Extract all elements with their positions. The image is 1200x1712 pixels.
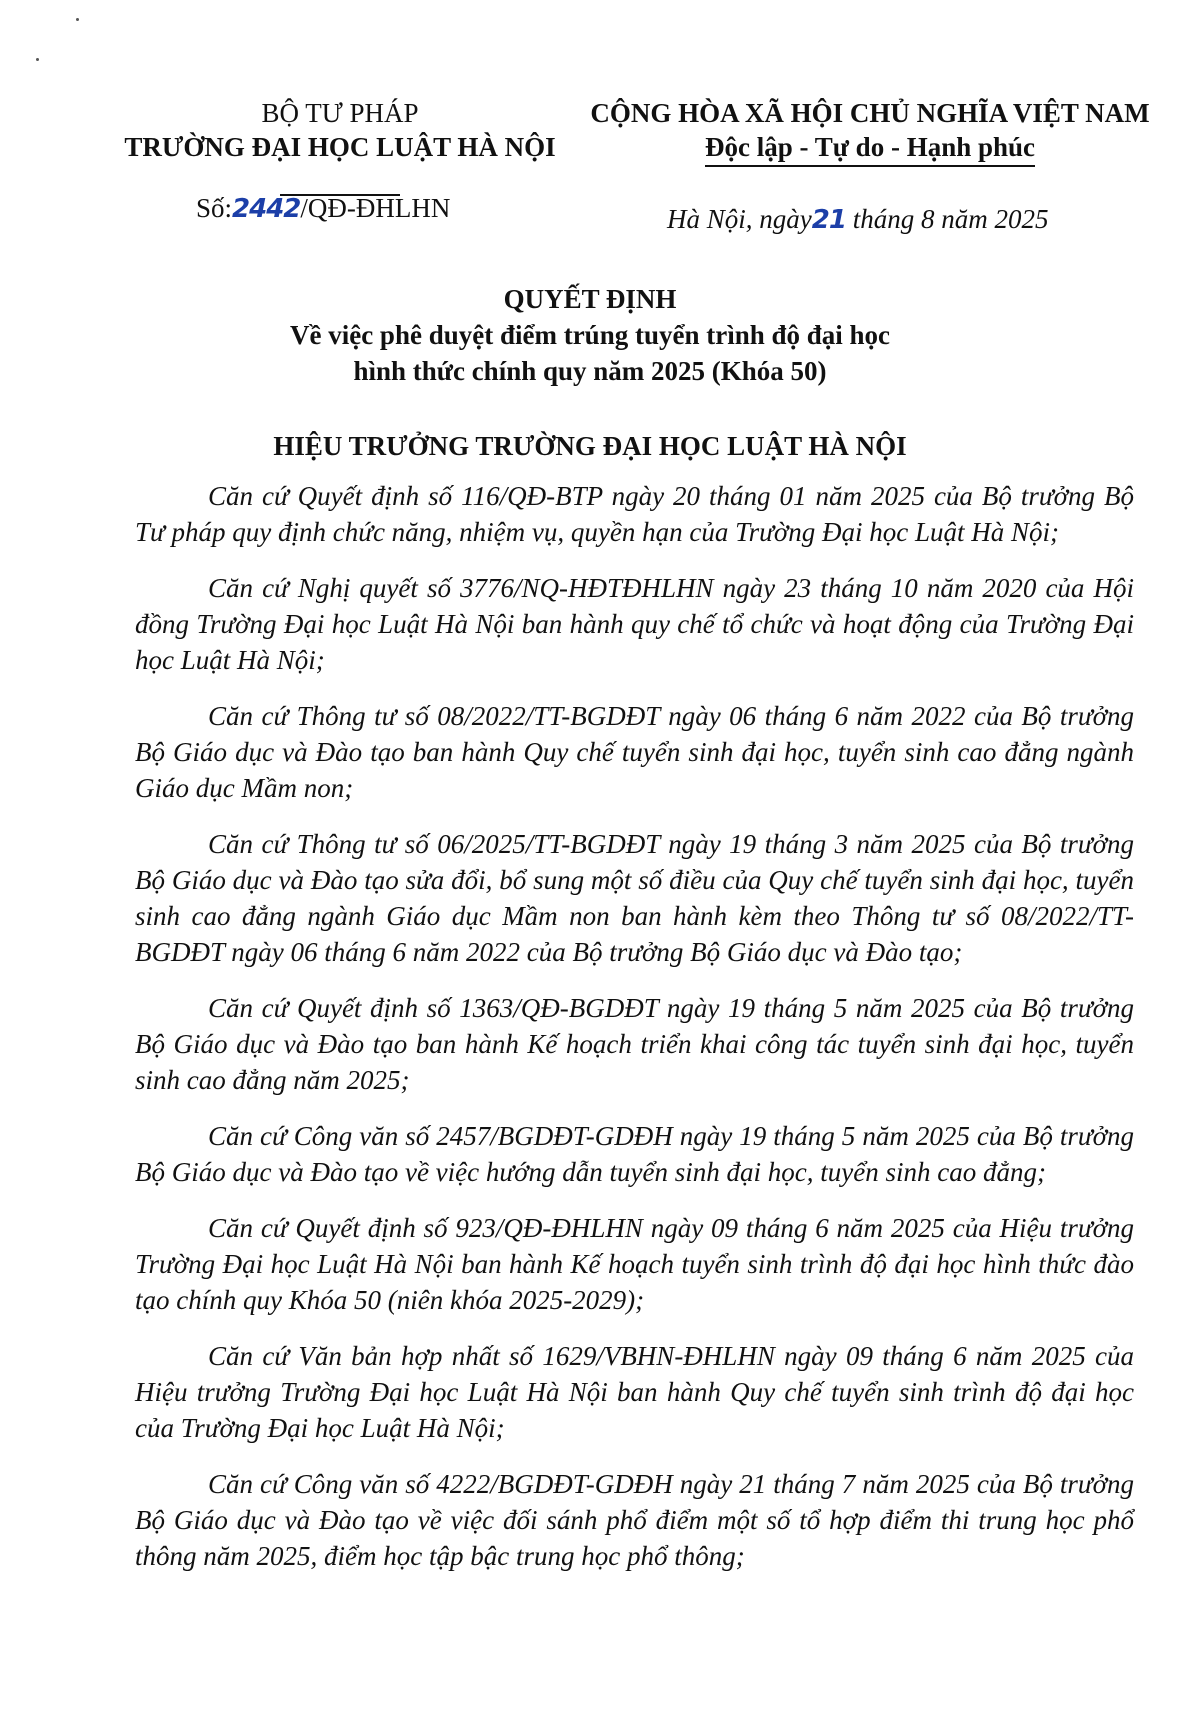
motto: Độc lập - Tự do - Hạnh phúc xyxy=(705,130,1035,167)
number-handwritten: 2442 xyxy=(232,194,301,224)
country-name: CỘNG HÒA XÃ HỘI CHỦ NGHĨA VIỆT NAM xyxy=(590,98,1150,128)
scan-speck xyxy=(36,58,39,61)
document-number xyxy=(196,191,450,226)
header-right xyxy=(580,96,1160,167)
basis-paragraph: Căn cứ Nghị quyết số 3776/NQ-HĐTĐHLHN ngày 23 tháng 10 năm 2020 của Hội đồng Trường Đại học Luật Hà Nội ban hành quy chế tổ chức và hoạt động của Trường Đại học Luật Hà Nội; xyxy=(135,573,1134,675)
basis-paragraph: Căn cứ Thông tư số 08/2022/TT-BGDĐT ngày 06 tháng 6 năm 2022 của Bộ trưởng Bộ Giáo dục và Đào tạo ban hành Quy chế tuyển sinh đại học, tuyển sinh cao đẳng ngành Giáo dục Mầm non; xyxy=(135,701,1134,803)
number-prefix: Số: xyxy=(196,193,233,223)
date-suffix: tháng 8 năm 2025 xyxy=(852,204,1049,234)
basis-paragraph: Căn cứ Công văn số 2457/BGDĐT-GDĐH ngày 19 tháng 5 năm 2025 của Bộ trưởng Bộ Giáo dục và Đào tạo về việc hướng dẫn tuyển sinh đại học, tuyển sinh cao đẳng; xyxy=(135,1121,1134,1187)
header-left xyxy=(100,96,580,204)
basis-paragraph: Căn cứ Văn bản hợp nhất số 1629/VBHN-ĐHLHN ngày 09 tháng 6 năm 2025 của Hiệu trưởng Trường Đại học Luật Hà Nội ban hành Quy chế tuyển sinh trình độ đại học của Trường Đại học Luật Hà Nội; xyxy=(135,1341,1134,1443)
basis-paragraph: Căn cứ Công văn số 4222/BGDĐT-GDĐH ngày 21 tháng 7 năm 2025 của Bộ trưởng Bộ Giáo dục và Đào tạo về việc đối sánh phổ điểm một số tổ hợp điểm thi trung học phổ thông năm 2025, điểm học tập bậc trung học phổ thông; xyxy=(135,1469,1134,1571)
document-date xyxy=(667,202,1048,237)
scan-speck xyxy=(76,18,79,21)
number-suffix: /QĐ-ĐHLHN xyxy=(300,193,451,223)
decision-subject-line1: Về việc phê duyệt điểm trúng tuyển trình độ đại học xyxy=(289,320,891,350)
date-day-handwritten: 21 xyxy=(811,205,846,235)
decision-heading xyxy=(150,281,1030,389)
university-name: TRƯỜNG ĐẠI HỌC LUẬT HÀ NỘI xyxy=(124,132,556,162)
legal-bases xyxy=(135,478,1134,1594)
decision-title: QUYẾT ĐỊNH xyxy=(503,284,677,314)
basis-paragraph: Căn cứ Quyết định số 1363/QĐ-BGDĐT ngày 19 tháng 5 năm 2025 của Bộ trưởng Bộ Giáo dục và Đào tạo ban hành Kế hoạch triển khai công tác tuyển sinh đại học, tuyển sinh cao đẳng năm 2025; xyxy=(135,993,1134,1095)
basis-paragraph: Căn cứ Quyết định số 923/QĐ-ĐHLHN ngày 09 tháng 6 năm 2025 của Hiệu trưởng Trường Đại học Luật Hà Nội ban hành Kế hoạch tuyển sinh trình độ đại học hình thức đào tạo chính quy Khóa 50 (niên khóa 2025-2029); xyxy=(135,1213,1134,1315)
ministry-name: BỘ TƯ PHÁP xyxy=(261,98,419,128)
authority-heading: HIỆU TRƯỞNG TRƯỜNG ĐẠI HỌC LUẬT HÀ NỘI xyxy=(273,431,907,461)
date-prefix: Hà Nội, ngày xyxy=(667,204,812,234)
basis-paragraph: Căn cứ Quyết định số 116/QĐ-BTP ngày 20 tháng 01 năm 2025 của Bộ trưởng Bộ Tư pháp quy định chức năng, nhiệm vụ, quyền hạn của Trường Đại học Luật Hà Nội; xyxy=(135,481,1134,547)
basis-paragraph: Căn cứ Thông tư số 06/2025/TT-BGDĐT ngày 19 tháng 3 năm 2025 của Bộ trưởng Bộ Giáo dục và Đào tạo sửa đổi, bổ sung một số điều của Quy chế tuyển sinh đại học, tuyển sinh cao đẳng ngành Giáo dục Mầm non ban hành kèm theo Thông tư số 08/2022/TT-BGDĐT ngày 06 tháng 6 năm 2022 của Bộ trưởng Bộ Giáo dục và Đào tạo; xyxy=(135,829,1134,967)
decision-subject-line2: hình thức chính quy năm 2025 (Khóa 50) xyxy=(353,356,827,386)
